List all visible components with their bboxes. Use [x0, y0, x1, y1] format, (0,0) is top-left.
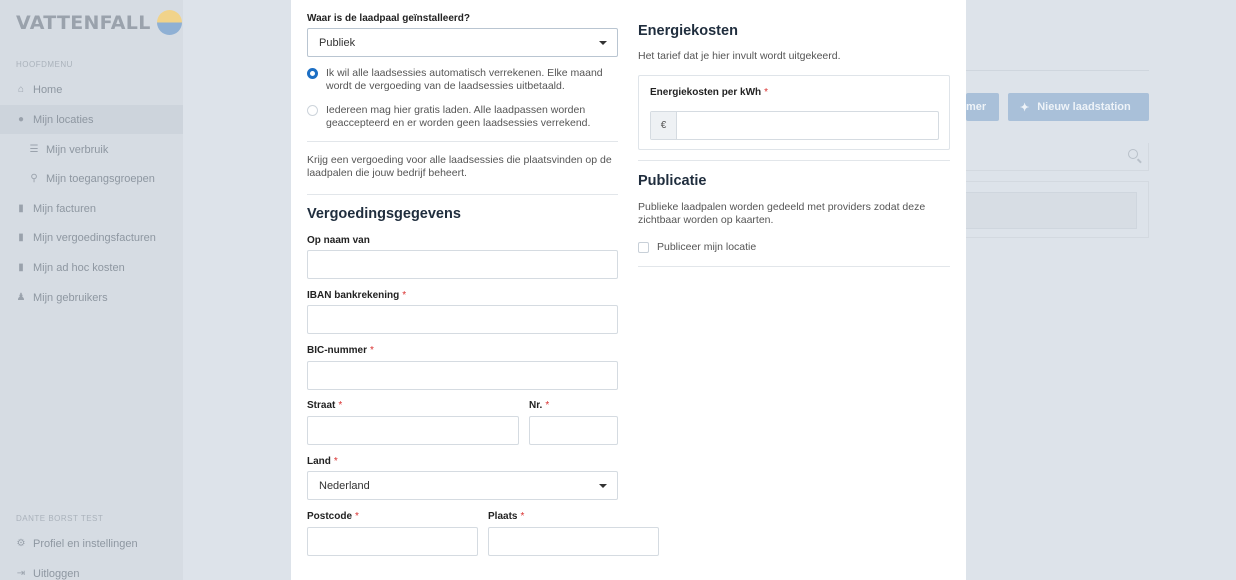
vergoeding-title: Vergoedingsgegevens: [307, 206, 461, 222]
publicatie-title: Publicatie: [638, 173, 707, 189]
installed-select[interactable]: [307, 28, 618, 57]
map-pin-icon: ●: [17, 114, 25, 125]
iban-label: IBAN bankrekening *: [307, 290, 407, 301]
divider: [307, 194, 618, 195]
land-label: Land *: [307, 456, 338, 467]
sidebar-item-label: Mijn gebruikers: [33, 291, 108, 304]
sidebar-item-label: Home: [33, 83, 63, 96]
magic-wand-icon: ✦: [1020, 101, 1030, 114]
new-station-label: Nieuw laadstation: [1037, 101, 1131, 113]
naam-input[interactable]: [307, 250, 618, 279]
euro-prefix: €: [651, 112, 677, 139]
nr-input[interactable]: [529, 416, 618, 445]
list-icon: ☰: [29, 144, 39, 155]
chevron-down-icon: [599, 484, 607, 488]
sidebar-item-vergoedingsfacturen[interactable]: [0, 223, 183, 252]
sidebar: [0, 0, 183, 580]
sidebar-item-home[interactable]: [0, 75, 183, 104]
divider: [307, 141, 618, 142]
document-icon: ▮: [18, 232, 24, 243]
logout-icon: ⇥: [16, 568, 26, 579]
land-select[interactable]: [307, 471, 618, 500]
plaats-input[interactable]: [488, 527, 659, 556]
land-select-value: Nederland: [319, 479, 370, 492]
energie-title: Energiekosten: [638, 23, 738, 39]
divider: [638, 266, 950, 267]
sidebar-item-label: Mijn verbruik: [46, 143, 109, 156]
sidebar-item-label: Mijn facturen: [33, 202, 96, 215]
user-section-label: DANTE BORST TEST: [16, 514, 104, 523]
document-icon: ▮: [18, 203, 24, 214]
sidebar-item-label: Mijn locaties: [33, 113, 94, 126]
sidebar-item-profiel[interactable]: [0, 529, 183, 558]
energie-text: Het tarief dat je hier invult wordt uitgekeerd.: [638, 50, 841, 62]
gear-icon: ⚙: [16, 538, 26, 549]
radio-auto-label: Ik wil alle laadsessies automatisch verrekenen. Elke maand wordt de vergoeding van de laadsessies uitbetaald.: [326, 67, 603, 92]
chevron-down-icon: [599, 41, 607, 45]
publiceer-checkbox[interactable]: [638, 242, 649, 253]
sidebar-item-ad-hoc-kosten[interactable]: [0, 253, 183, 282]
naam-label: Op naam van: [307, 235, 370, 246]
background-button[interactable]: [966, 93, 999, 121]
energie-kwh-label: Energiekosten per kWh *: [650, 87, 769, 98]
publicatie-text: Publieke laadpalen worden gedeeld met providers zodat deze zichtbaar worden op kaarten.: [638, 201, 926, 226]
nr-label: Nr. *: [529, 400, 550, 411]
vattenfall-logo[interactable]: [16, 10, 182, 35]
users-icon: ♟: [16, 292, 26, 303]
installed-label: Waar is de laadpaal geïnstalleerd?: [307, 13, 471, 24]
location-modal: [291, 0, 966, 580]
sidebar-item-locaties[interactable]: [0, 105, 183, 134]
sidebar-item-label: Mijn vergoedingsfacturen: [33, 231, 156, 244]
sun-logo-icon: [157, 10, 182, 35]
sidebar-item-facturen[interactable]: [0, 194, 183, 223]
reimburse-text: Krijg een vergoeding voor alle laadsessies die plaatsvinden op de laadpalen die jouw bedrijf beheert.: [307, 154, 612, 179]
background-search[interactable]: [966, 143, 1149, 171]
bic-input[interactable]: [307, 361, 618, 390]
background-button-label: mer: [966, 101, 987, 113]
plaats-label: Plaats *: [488, 511, 525, 522]
postcode-label: Postcode *: [307, 511, 359, 522]
iban-input[interactable]: [307, 305, 618, 334]
straat-label: Straat *: [307, 400, 343, 411]
key-icon: ⚲: [30, 173, 38, 184]
installed-select-value: Publiek: [319, 36, 356, 49]
sidebar-item-gebruikers[interactable]: [0, 283, 183, 312]
sidebar-item-toegangsgroepen[interactable]: [0, 164, 183, 193]
new-station-button[interactable]: [1008, 93, 1149, 121]
radio-free[interactable]: [307, 105, 318, 116]
background-divider: [966, 70, 1149, 71]
sidebar-item-label: Profiel en instellingen: [33, 537, 138, 550]
publiceer-label: Publiceer mijn locatie: [657, 241, 757, 253]
bic-label: BIC-nummer *: [307, 345, 374, 356]
radio-auto[interactable]: [307, 68, 318, 79]
postcode-input[interactable]: [307, 527, 478, 556]
search-icon: [1128, 149, 1138, 159]
sidebar-item-label: Mijn ad hoc kosten: [33, 261, 125, 274]
energie-card: [638, 75, 950, 150]
home-icon: ⌂: [17, 84, 25, 95]
sidebar-item-verbruik[interactable]: [0, 135, 183, 164]
background-panel-inner: [966, 192, 1137, 229]
straat-input[interactable]: [307, 416, 519, 445]
divider: [638, 160, 950, 161]
sidebar-item-label: Uitloggen: [33, 567, 80, 580]
radio-free-label: Iedereen mag hier gratis laden. Alle laadpassen worden geaccepteerd en er worden geen laadsessies verrekend.: [326, 104, 591, 129]
sidebar-item-label: Mijn toegangsgroepen: [46, 172, 155, 185]
sidebar-item-uitloggen[interactable]: [0, 559, 183, 580]
main-menu-label: HOOFDMENU: [16, 60, 73, 69]
document-icon: ▮: [18, 262, 24, 273]
energie-kwh-input[interactable]: [650, 111, 939, 140]
logo-text: VATTENFALL: [16, 11, 151, 34]
